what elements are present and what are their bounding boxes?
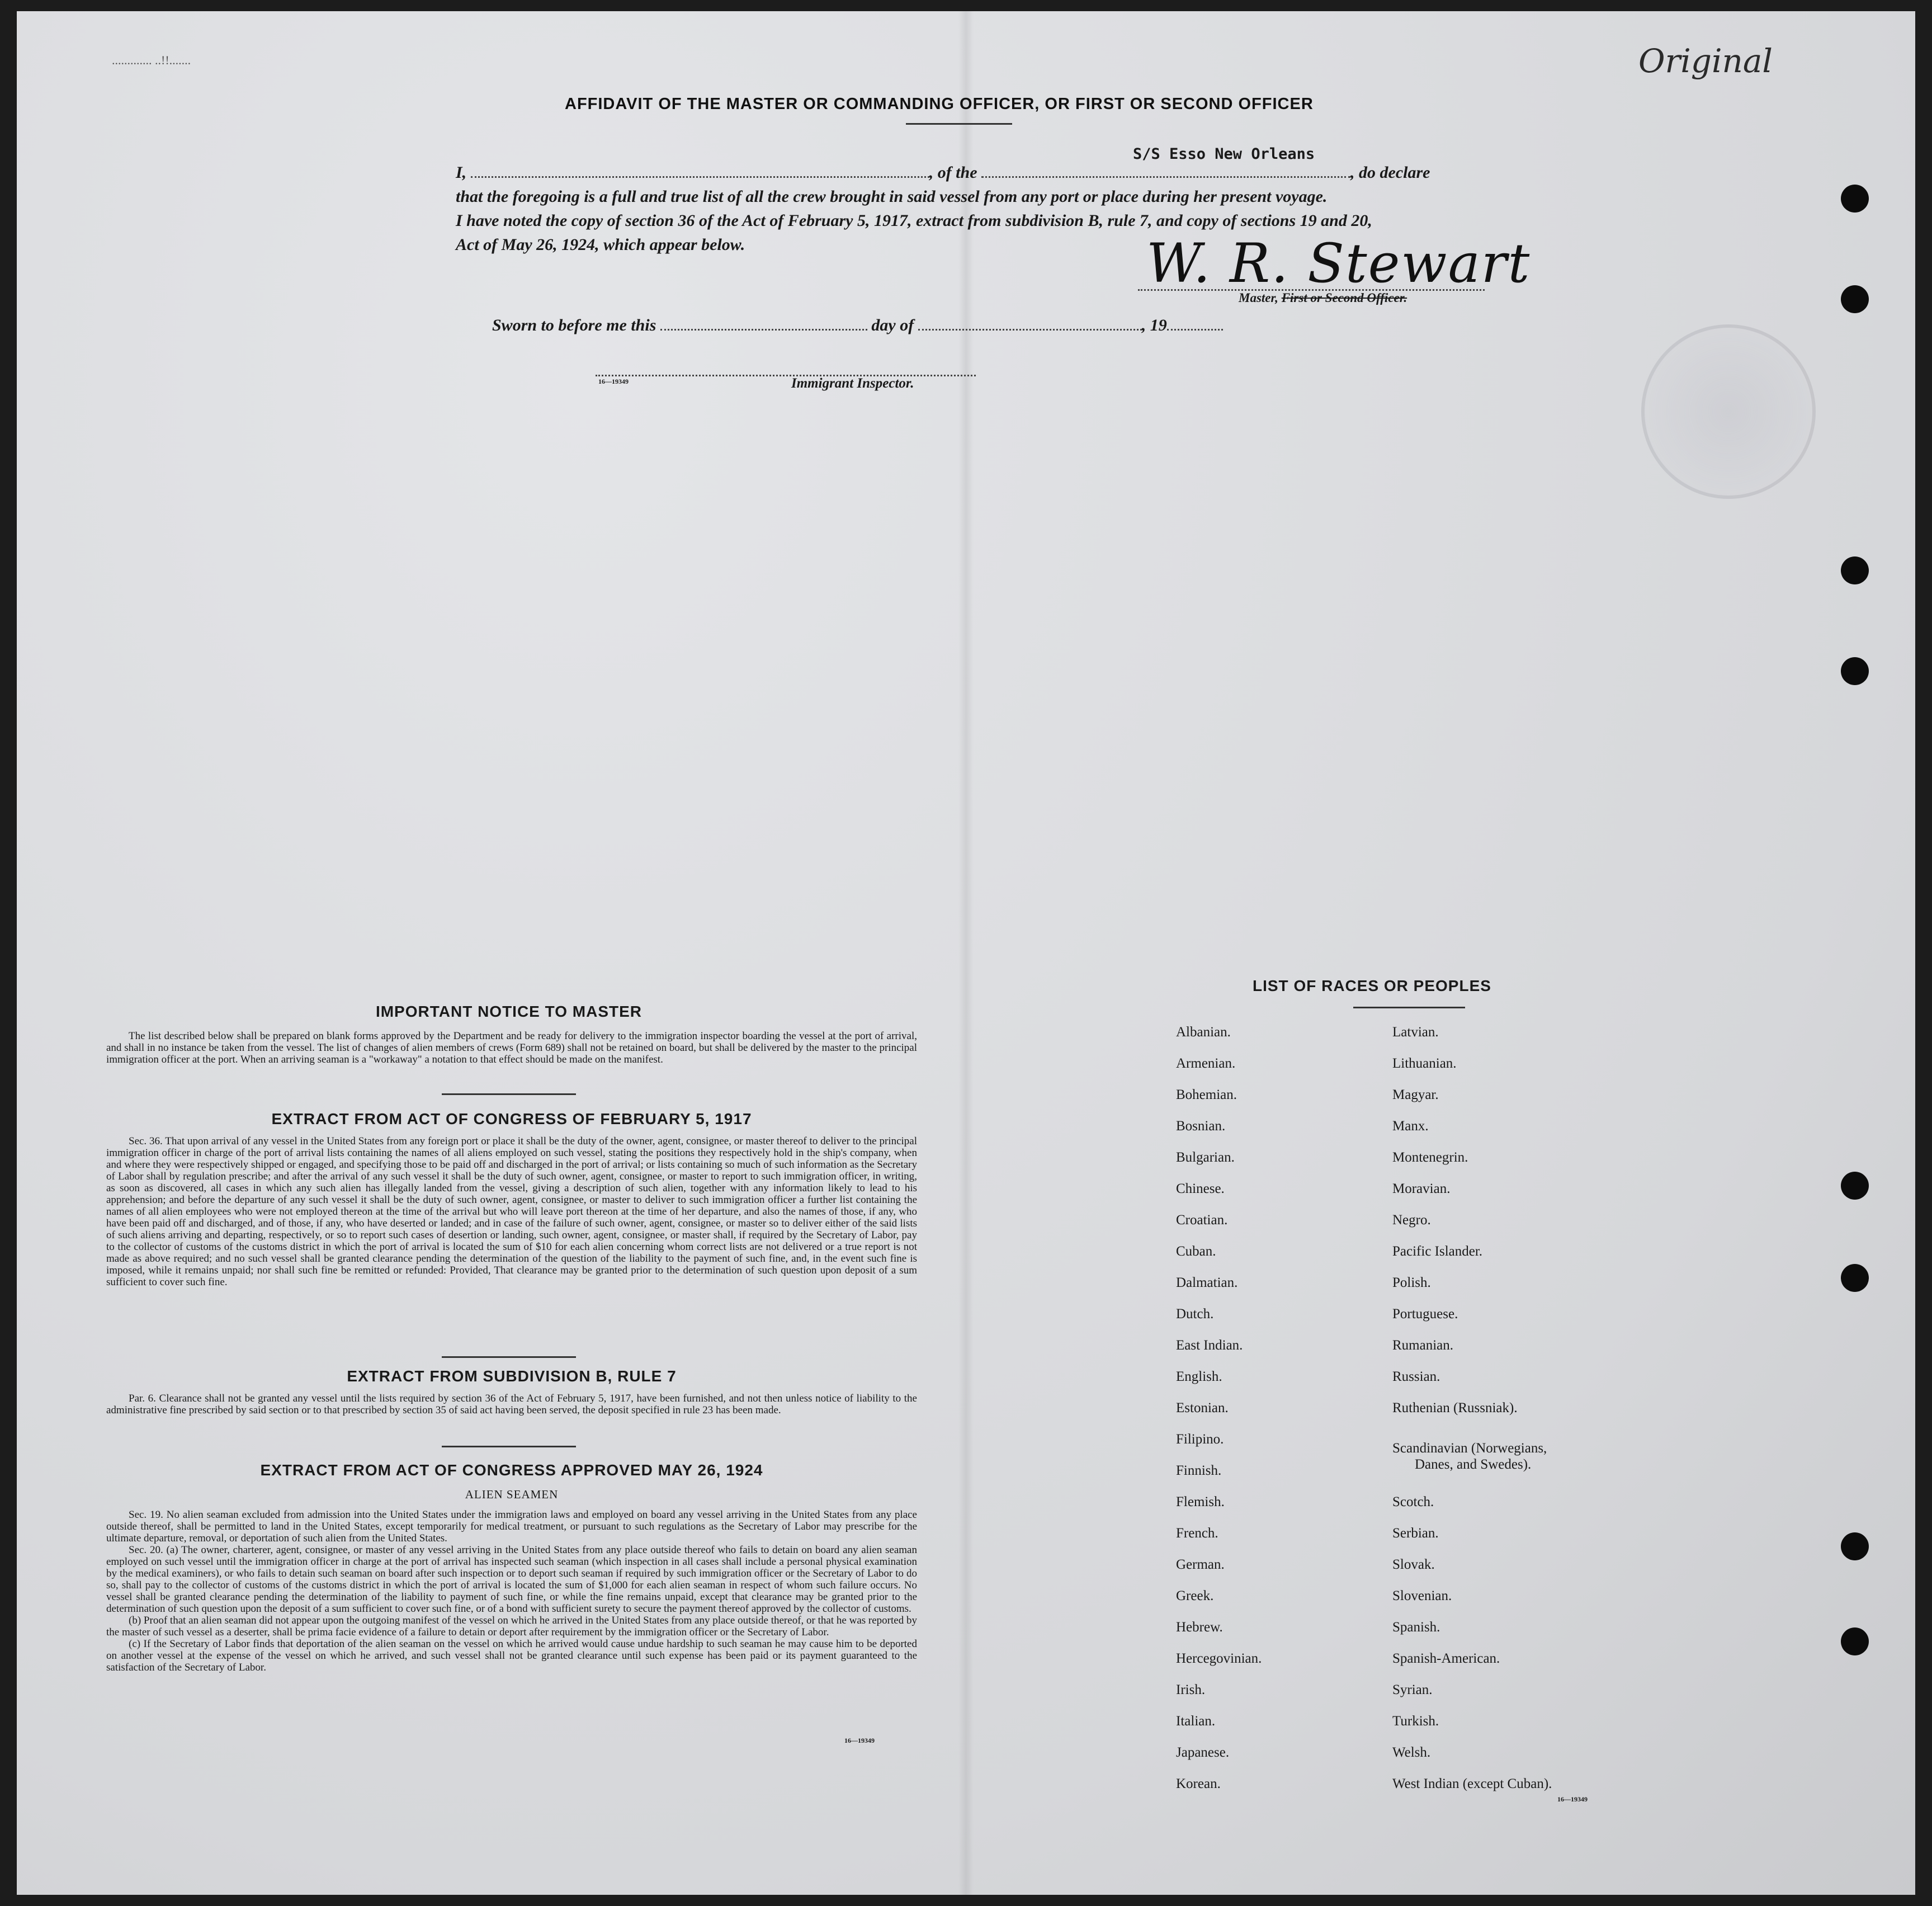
document-sheet [17,11,1915,1895]
race-right-item: Slovak. [1392,1557,1435,1572]
extract-1917-body [106,1135,917,1288]
race-left-item: Greek. [1176,1588,1214,1603]
inspector-signature-line [596,375,976,376]
affidavit-line-2: that the foregoing is a full and true list of all the crew brought in said vessel from any port or place during her present voyage. [456,187,1328,206]
extract-1917-title: EXTRACT FROM ACT OF CONGRESS OF FEBRUARY 5, 1917 [271,1110,752,1127]
extract-1924-body [106,1509,917,1673]
race-left-item: Finnish. [1176,1463,1222,1478]
extract-form-number: 16—19349 [844,1737,875,1744]
top-left-stamp: ............. ..!!....... [112,53,191,67]
affidavit-do-declare: , do declare [1350,163,1430,182]
section-rule [442,1356,576,1358]
race-right-item: Spanish. [1392,1620,1440,1635]
race-right-item: Ruthenian (Russniak). [1392,1400,1518,1416]
caption-struck-officer: First or Second Officer. [1281,291,1407,305]
sec-20a-paragraph: Sec. 20. (a) The owner, charterer, agent, consignee, or master of any vessel arriving in the United States from any place outside thereof who fails to detain on board any alien seaman employed on such vessel until the immigration officer in charge at the port of arrival has inspected such seaman (which inspection in all cases shall include a personal physical examination by the medical examiners), or who fails to detain such seaman on board after such inspection or to deport such seaman if required by such immigration officer or the Secretary of Labor to do so, shall pay to the collector of customs of the customs district in which the port of arrival is located the sum of $1,000 for each alien seaman in respect of whom such failure occurs. No vessel shall be granted clearance pending the determination of the liability to payment of such fine, or while the fine remains unpaid, except that clearance may be granted prior to the determination of such question upon the deposit of a sum sufficient to cover such fine, or of a bond with sufficient surety to secure the payment thereof approved by the collector of customs. [106,1544,917,1615]
vessel-name: S/S Esso New Orleans [1133,145,1315,163]
race-right-item: Welsh. [1392,1745,1431,1760]
races-rule [1353,1007,1465,1008]
race-left-item: Croatian. [1176,1213,1228,1228]
race-right-item: Polish. [1392,1275,1431,1290]
race-left-item: Chinese. [1176,1181,1225,1196]
race-right-item: Danes, and Swedes). [1415,1457,1532,1472]
race-left-item: Hercegovinian. [1176,1651,1262,1666]
extract-rule7-body [106,1393,917,1416]
race-right-item: Latvian. [1392,1025,1439,1040]
sec-20b-paragraph: (b) Proof that an alien seaman did not appear upon the outgoing manifest of the vessel on which he arrived in the United States from any place outside thereof, or that he was reported by the master of such vessel as a deserter, shall be prima facie evidence of a failure to detain or deport after requirement by the immigration officer or the Secretary of Labor. [106,1615,917,1638]
affidavit-title: AFFIDAVIT OF THE MASTER OR COMMANDING OFFICER, OR FIRST OR SECOND OFFICER [565,95,1314,113]
race-right-item: Syrian. [1392,1682,1433,1697]
sec-19-paragraph: Sec. 19. No alien seaman excluded from admission into the United States under the immigration laws and employed on board any vessel arriving in the United States from any place outside thereof, shall be permitted to land in the United States, except temporarily for medical treatment, or pursuant to such regulations as the Secretary of Labor may prescribe for the ultimate departure, removal, or deportation of such alien from the United States. [106,1509,917,1544]
inspector-caption: Immigrant Inspector. [791,376,914,391]
race-right-item: Manx. [1392,1119,1429,1134]
punch-hole [1841,185,1869,213]
race-right-item: Russian. [1392,1369,1440,1384]
race-right-item: Negro. [1392,1213,1431,1228]
sec-36-paragraph: Sec. 36. That upon arrival of any vessel in the United States from any foreign port or place it shall be the duty of the owner, agent, consignee, or master thereof to deliver to the principal immigration officer in charge of the port of arrival lists containing the names of all aliens employed on such vessel, stating the positions they respectively hold in the ship's company, when and where they were respectively shipped or engaged, and specifying those to be paid off and discharged in the port of arrival; or lists containing so much of such information as the Secretary of Labor shall by regulation prescribe; and after the arrival of any such vessel it shall be the duty of such owner, agent, consignee, or master to report to such immigration officer, in writing, as soon as discovered, all cases in which any such alien has illegally landed from the vessel, giving a description of such alien, together with any information likely to lead to his apprehension; and before the departure of any such vessel it shall be the duty of such owner, agent, consignee, or master to deliver to such immigration officer a further list containing the names of all alien employees who were not employed thereon at the time of the arrival but who will leave port thereon at the time of her departure, and also the names of those, if any, who have been paid off and discharged, and of those, if any, who have deserted or landed; and in case of the failure of such owner, agent, consignee, or master so to deliver either of the said lists of such aliens arriving and departing, respectively, or so to report such cases of desertion or landing, such owner, agent, consignee, or master shall, if required by the Secretary of Labor, pay to the collector of customs of the customs district in which the port of arrival is located the sum of $10 for each alien concerning whom correct lists are not delivered or a true report is not made as above required; and no such vessel shall be granted clearance pending the determination of the question of the liability to the payment of such fine, and, in the event such fine is imposed, while it remains unpaid; nor shall such fine be remitted or refunded: Provided, That clearance may be granted prior to the determination of such question upon deposit of a sum sufficient to cover such fine. [106,1135,917,1288]
section-rule [442,1093,576,1095]
sworn-line [492,316,1223,335]
race-left-item: German. [1176,1557,1225,1572]
race-left-item: East Indian. [1176,1338,1243,1353]
race-left-item: Hebrew. [1176,1620,1223,1635]
race-left-item: Albanian. [1176,1025,1231,1040]
notice-body [106,1030,917,1065]
race-left-item: French. [1176,1526,1218,1541]
sworn-year: , 19 [1141,316,1167,334]
affidavit-i: I, [456,163,467,182]
notice-title: IMPORTANT NOTICE TO MASTER [375,1003,643,1020]
punch-hole [1841,1172,1869,1200]
race-right-item: West Indian (except Cuban). [1392,1776,1552,1791]
affidavit-of-the: , of the [929,163,977,182]
punch-hole [1841,1532,1869,1560]
race-right-item: Serbian. [1392,1526,1439,1541]
caption-master: Master, [1239,291,1278,305]
affidavit-line-3: I have noted the copy of section 36 of the Act of February 5, 1917, extract from subdivision B, rule 7, and copy of sections 19 and 20, [456,211,1372,230]
race-right-item: Rumanian. [1392,1338,1454,1353]
master-signature: W. R. Stewart [1146,232,1531,295]
races-title: LIST OF RACES OR PEOPLES [1253,977,1491,994]
inspector-form-number: 16—19349 [598,378,629,385]
alien-seamen-subtitle: ALIEN SEAMEN [465,1488,559,1501]
punch-hole [1841,556,1869,584]
affidavit-line-4: Act of May 26, 1924, which appear below. [456,235,745,254]
par-6-paragraph: Par. 6. Clearance shall not be granted any vessel until the lists required by section 36 of the Act of February 5, 1917, have been furnished, and not then unless notice of liability to the administrative fine prescribed by said section or to that prescribed by section 35 of said act having been served, the deposit specified in rule 23 has been made. [106,1393,917,1416]
punch-hole [1841,1627,1869,1655]
race-left-item: Cuban. [1176,1244,1216,1259]
handwritten-original-note: Original [1638,42,1773,80]
punch-hole [1841,1264,1869,1292]
embossed-seal [1641,324,1816,499]
notice-paragraph: The list described below shall be prepared on blank forms approved by the Department and be ready for delivery to the immigration inspector boarding the vessel at the port of arrival, and shall in no instance be taken from the vessel. The list of changes of alien members of crews (Form 689) shall not be retained on board, but shall be delivered by the master to the principal immigration officer at the port. When an arriving seaman is a "workaway" a notation to that effect should be made on the manifest. [106,1030,917,1065]
sworn-day-of: day of [871,316,914,334]
punch-hole [1841,657,1869,685]
race-left-item: Flemish. [1176,1494,1225,1509]
race-right-item: Moravian. [1392,1181,1451,1196]
punch-hole [1841,285,1869,313]
title-rule [906,123,1012,125]
race-left-item: Bohemian. [1176,1087,1237,1102]
race-left-item: Irish. [1176,1682,1206,1697]
race-right-item: Spanish-American. [1392,1651,1500,1666]
name-blank [471,176,929,178]
sworn-prefix: Sworn to before me this [492,316,656,334]
race-left-item: Dalmatian. [1176,1275,1238,1290]
affidavit-line-1 [456,163,1518,182]
race-left-item: Estonian. [1176,1400,1229,1416]
race-left-item: English. [1176,1369,1222,1384]
race-left-item: Korean. [1176,1776,1221,1791]
race-left-item: Armenian. [1176,1056,1236,1071]
sworn-day-blank [660,329,867,331]
section-rule [442,1446,576,1447]
signature-caption [1239,291,1407,305]
extract-1924-title: EXTRACT FROM ACT OF CONGRESS APPROVED MAY 26, 1924 [260,1461,763,1479]
race-left-item: Bosnian. [1176,1119,1226,1134]
vessel-blank [981,176,1350,178]
race-right-item: Slovenian. [1392,1588,1452,1603]
race-left-item: Bulgarian. [1176,1150,1235,1165]
sec-20c-paragraph: (c) If the Secretary of Labor finds that deportation of the alien seaman on the vessel on which he arrived would cause undue hardship to such seaman he may cause him to be deported on another vessel at the expense of the vessel on which he arrived, and such vessel shall not be granted clearance until such expense has been paid or its payment guaranteed to the satisfaction of the Secretary of Labor. [106,1638,917,1673]
race-right-item: Lithuanian. [1392,1056,1457,1071]
race-left-item: Filipino. [1176,1432,1224,1447]
race-right-item: Portuguese. [1392,1306,1458,1322]
sworn-year-blank [1167,329,1223,331]
extract-rule7-title: EXTRACT FROM SUBDIVISION B, RULE 7 [347,1367,677,1385]
race-right-item: Scandinavian (Norwegians, [1392,1441,1547,1456]
race-right-item: Turkish. [1392,1714,1439,1729]
race-left-item: Dutch. [1176,1306,1214,1322]
races-form-number: 16—19349 [1557,1795,1588,1803]
sworn-month-blank [918,329,1142,331]
race-right-item: Pacific Islander. [1392,1244,1483,1259]
race-right-item: Magyar. [1392,1087,1439,1102]
race-right-item: Montenegrin. [1392,1150,1468,1165]
race-right-item: Scotch. [1392,1494,1434,1509]
race-left-item: Italian. [1176,1714,1216,1729]
race-left-item: Japanese. [1176,1745,1230,1760]
